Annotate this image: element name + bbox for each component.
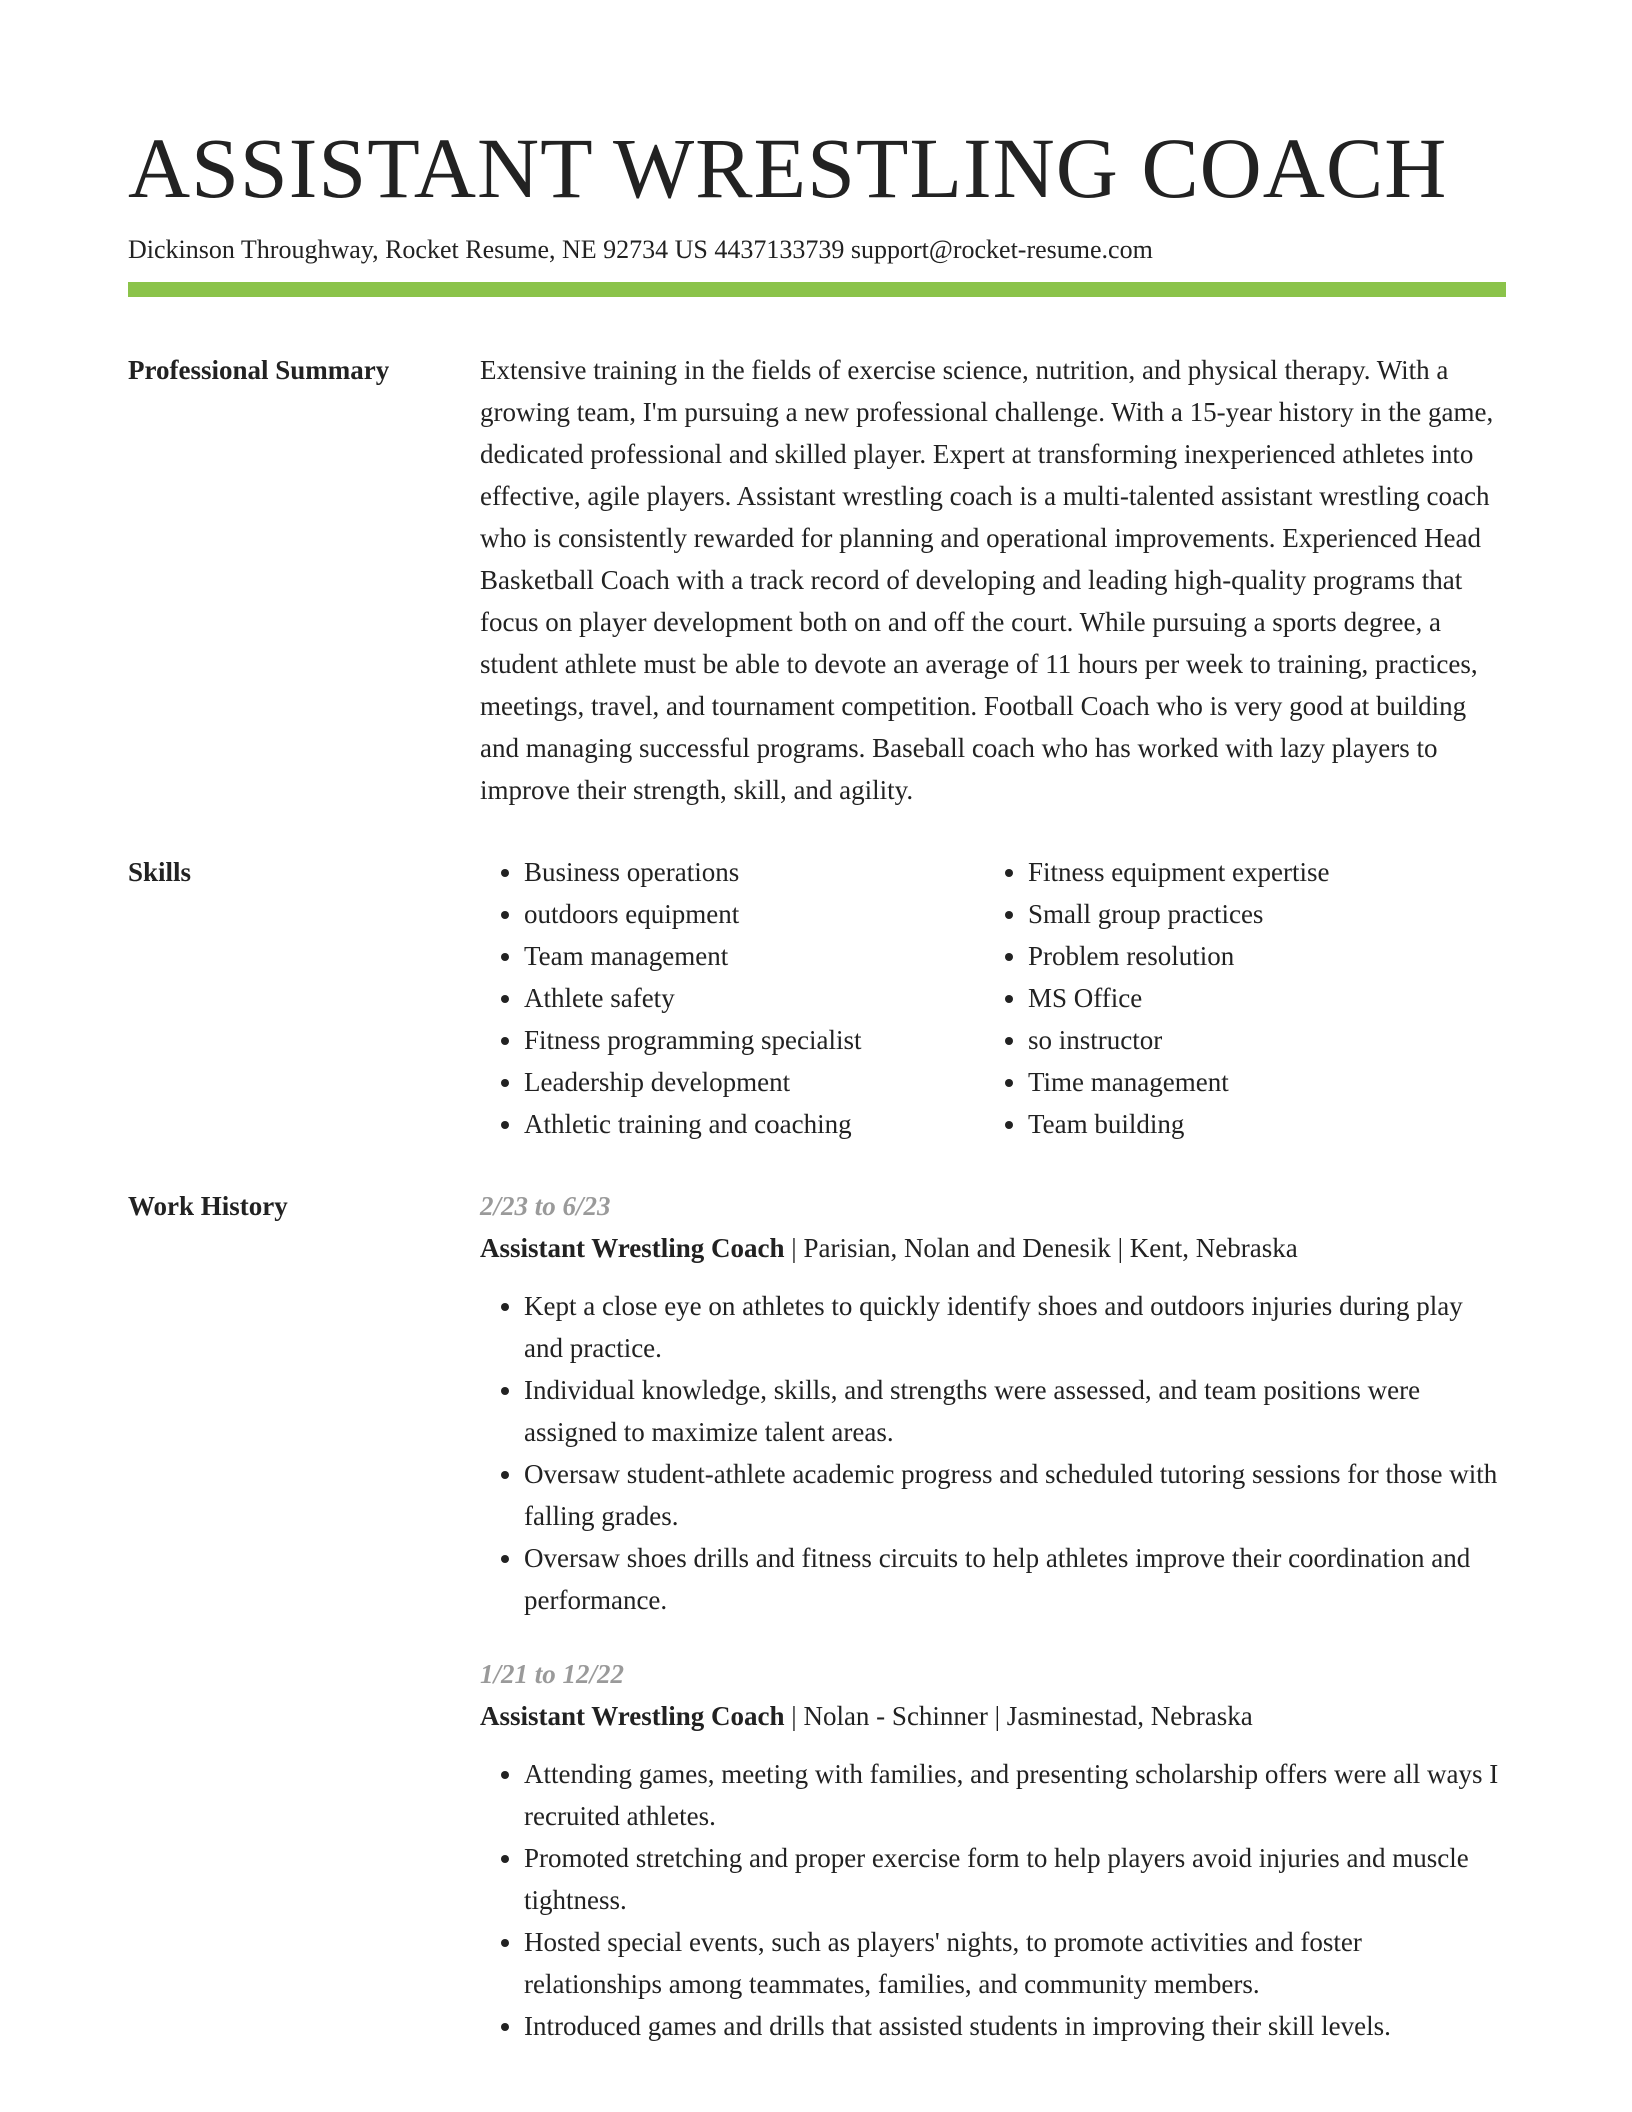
work-history-label: Work History bbox=[128, 1191, 288, 1221]
skill-item: • so instructor bbox=[1028, 1019, 1488, 1061]
job-bullet: • Hosted special events, such as players' nights, to promote activities and foster relationships among teammates, families, and community members. bbox=[524, 1921, 1506, 2005]
job-bullet: • Individual knowledge, skills, and strengths were assessed, and team positions were assigned to maximize talent areas. bbox=[524, 1369, 1506, 1453]
summary-label: Professional Summary bbox=[128, 355, 390, 385]
skill-item: • Problem resolution bbox=[1028, 935, 1488, 977]
resume-name-heading: ASSISTANT WRESTLING COACH bbox=[128, 120, 1448, 216]
header-divider bbox=[128, 282, 1506, 297]
job-heading bbox=[480, 1695, 1506, 1737]
job-bullet: • Oversaw student-athlete academic progress and scheduled tutoring sessions for those with falling grades. bbox=[524, 1453, 1506, 1537]
skill-item: • Small group practices bbox=[1028, 893, 1488, 935]
job-bullets bbox=[480, 1285, 1506, 1621]
skills-label: Skills bbox=[128, 857, 192, 887]
skill-item: • Athletic training and coaching bbox=[524, 1103, 984, 1145]
job-employer-location: | Parisian, Nolan and Denesik | Kent, Nebraska bbox=[784, 1233, 1298, 1263]
job-bullet: • Oversaw shoes drills and fitness circuits to help athletes improve their coordination and performance. bbox=[524, 1537, 1506, 1621]
resume-page bbox=[128, 118, 1506, 2079]
job-bullets bbox=[480, 1753, 1506, 2047]
summary-section bbox=[128, 349, 1506, 811]
skill-item: • Leadership development bbox=[524, 1061, 984, 1103]
job-title: Assistant Wrestling Coach bbox=[480, 1701, 785, 1731]
skill-item: • Fitness equipment expertise bbox=[1028, 851, 1488, 893]
job-entry bbox=[480, 1185, 1506, 1621]
skill-item: • Fitness programming specialist bbox=[524, 1019, 984, 1061]
job-dates: 2/23 to 6/23 bbox=[480, 1191, 611, 1221]
job-bullet: • Attending games, meeting with families, and presenting scholarship offers were all ways I recruited athletes. bbox=[524, 1753, 1506, 1837]
job-entry bbox=[480, 1653, 1506, 2047]
skills-list-left bbox=[480, 851, 984, 1145]
skill-item: • outdoors equipment bbox=[524, 893, 984, 935]
skill-item: • Team building bbox=[1028, 1103, 1488, 1145]
job-heading bbox=[480, 1227, 1506, 1269]
skills-list-right bbox=[984, 851, 1488, 1145]
job-bullet: • Kept a close eye on athletes to quickly identify shoes and outdoors injuries during play and practice. bbox=[524, 1285, 1506, 1369]
skill-item: • Business operations bbox=[524, 851, 984, 893]
summary-text: Extensive training in the fields of exercise science, nutrition, and physical therapy. With a growing team, I'm pursuing a new professional challenge. With a 15-year history in the game, dedicated professional and skilled player. Expert at transforming inexperienced athletes into effective, agile players. Assistant wrestling coach is a multi-talented assistant wrestling coach who is consistently rewarded for planning and operational improvements. Experienced Head Basketball Coach with a track record of developing and leading high-quality programs that focus on player development both on and off the court. While pursuing a sports degree, a student athlete must be able to devote an average of 11 hours per week to training, practices, meetings, travel, and tournament competition. Football Coach who is very good at building and managing successful programs. Baseball coach who has worked with lazy players to improve their strength, skill, and agility. bbox=[480, 355, 1494, 805]
job-title: Assistant Wrestling Coach bbox=[480, 1233, 785, 1263]
job-bullet: • Promoted stretching and proper exercise form to help players avoid injuries and muscle tightness. bbox=[524, 1837, 1506, 1921]
contact-line: Dickinson Throughway, Rocket Resume, NE 92734 US 4437133739 support@rocket-resume.com bbox=[128, 235, 1153, 264]
job-dates: 1/21 to 12/22 bbox=[480, 1659, 625, 1689]
skill-item: • Athlete safety bbox=[524, 977, 984, 1019]
job-bullet: • Introduced games and drills that assisted students in improving their skill levels. bbox=[524, 2005, 1506, 2047]
skill-item: • Time management bbox=[1028, 1061, 1488, 1103]
skill-item: • Team management bbox=[524, 935, 984, 977]
skills-section bbox=[128, 851, 1506, 1145]
skill-item: • MS Office bbox=[1028, 977, 1488, 1019]
job-employer-location: | Nolan - Schinner | Jasminestad, Nebraska bbox=[784, 1701, 1253, 1731]
work-history-section bbox=[128, 1185, 1506, 2079]
